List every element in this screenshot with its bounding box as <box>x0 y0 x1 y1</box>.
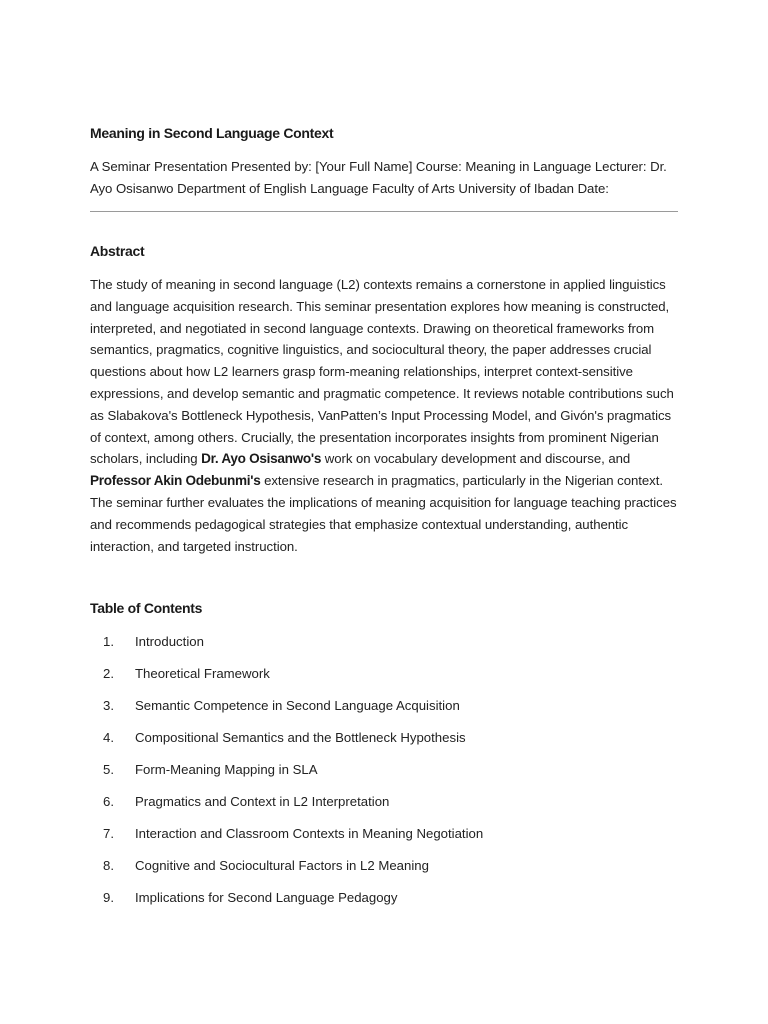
toc-item <box>90 730 678 762</box>
toc-item <box>90 826 678 858</box>
document-title: Meaning in Second Language Context <box>90 125 334 141</box>
toc-item-label: Interaction and Classroom Contexts in Meaning Negotiation <box>135 826 484 841</box>
toc-item-label: Theoretical Framework <box>135 666 270 681</box>
toc-item-number: 9. <box>103 890 114 905</box>
toc-heading: Table of Contents <box>90 600 203 616</box>
scholar-name-odebunmi: Professor Akin Odebunmi's <box>90 473 261 489</box>
table-of-contents-list <box>90 634 678 922</box>
toc-item-label: Semantic Competence in Second Language Acquisition <box>135 698 460 713</box>
toc-item-number: 6. <box>103 794 114 809</box>
scholar-name-osisanwo: Dr. Ayo Osisanwo's <box>201 451 322 467</box>
abstract-text-part3: extensive research in pragmatics, particularly in the Nigerian context. The seminar further evaluates the implications of meaning acquisition for language teaching practices and recommends pedagogical strategies that emphasize contextual understanding, authentic interaction, and targeted instruction. <box>90 473 677 554</box>
abstract-heading: Abstract <box>90 243 145 259</box>
toc-item <box>90 666 678 698</box>
toc-item-number: 2. <box>103 666 114 681</box>
toc-item-number: 3. <box>103 698 114 713</box>
toc-item-number: 7. <box>103 826 114 841</box>
abstract-text-part2: work on vocabulary development and discourse, and <box>321 451 631 467</box>
toc-item-number: 4. <box>103 730 114 745</box>
toc-item-label: Introduction <box>135 634 204 649</box>
toc-item-label: Compositional Semantics and the Bottleneck Hypothesis <box>135 730 466 745</box>
toc-item-number: 1. <box>103 634 114 649</box>
toc-item <box>90 794 678 826</box>
toc-item-label: Cognitive and Sociocultural Factors in L2 Meaning <box>135 858 429 873</box>
toc-item-number: 8. <box>103 858 114 873</box>
toc-item <box>90 762 678 794</box>
toc-item-label: Implications for Second Language Pedagogy <box>135 890 398 905</box>
toc-item <box>90 858 678 890</box>
abstract-text-part1: The study of meaning in second language (L2) contexts remains a cornerstone in applied linguistics and language acquisition research. This seminar presentation explores how meaning is constructed, interpreted, and negotiated in second language contexts. Drawing on theoretical frameworks from semantics, pragmatics, cognitive linguistics, and sociocultural theory, the paper addresses crucial questions about how L2 learners grasp form-meaning relationships, interpret context-sensitive expressions, and develop semantic and pragmatic competence. It reviews notable contributions such as Slabakova's Bottleneck Hypothesis, VanPatten’s Input Processing Model, and Givón's pragmatics of context, among others. Crucially, the presentation incorporates insights from prominent Nigerian scholars, including <box>90 277 674 467</box>
toc-item <box>90 698 678 730</box>
toc-item <box>90 634 678 666</box>
toc-item-number: 5. <box>103 762 114 777</box>
toc-item-label: Form-Meaning Mapping in SLA <box>135 762 318 777</box>
toc-item <box>90 890 678 922</box>
abstract-paragraph <box>90 274 680 557</box>
horizontal-divider <box>90 211 678 212</box>
presentation-details: A Seminar Presentation Presented by: [Your Full Name] Course: Meaning in Language Lecturer: Dr. Ayo Osisanwo Department of English Language Faculty of Arts University of Ibadan Date: <box>90 159 667 196</box>
toc-item-label: Pragmatics and Context in L2 Interpretation <box>135 794 390 809</box>
